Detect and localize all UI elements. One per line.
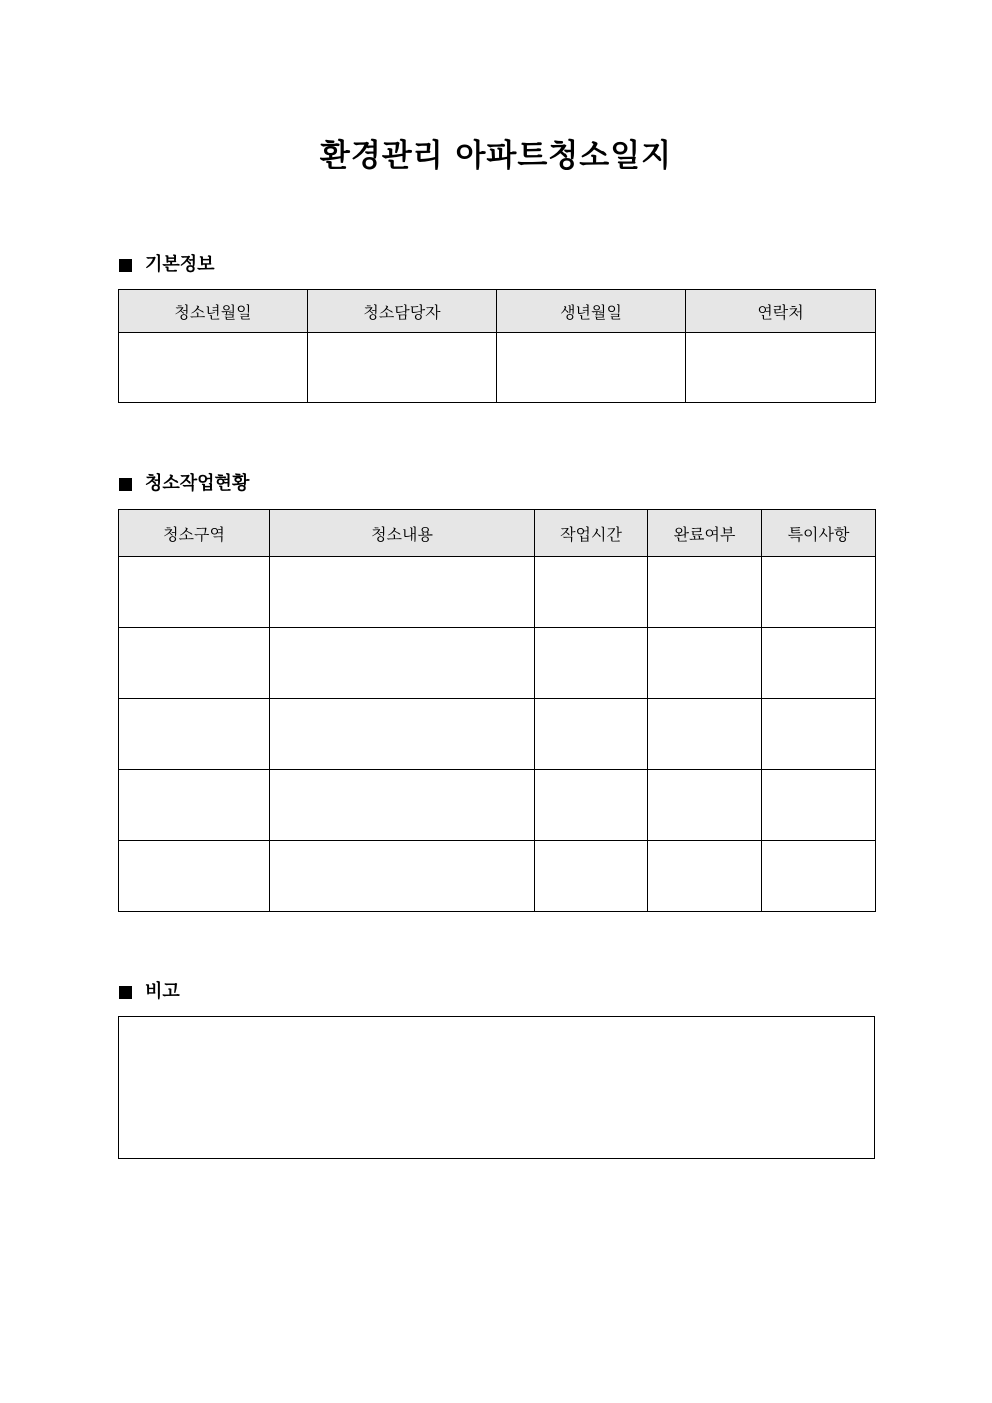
table-row <box>119 333 876 403</box>
column-header-cleaning-staff: 청소담당자 <box>308 290 497 333</box>
remarks-box[interactable] <box>118 1016 875 1159</box>
contact-cell[interactable] <box>686 333 876 403</box>
table-cell[interactable] <box>270 841 535 912</box>
table-header-row <box>119 290 876 333</box>
table-row <box>119 841 876 912</box>
table-cell[interactable] <box>270 770 535 841</box>
table-cell[interactable] <box>535 557 648 628</box>
column-header-cleaning-date: 청소년월일 <box>119 290 308 333</box>
table-cell[interactable] <box>762 699 876 770</box>
cleaning-staff-cell[interactable] <box>308 333 497 403</box>
table-cell[interactable] <box>762 628 876 699</box>
work-status-table <box>118 509 876 912</box>
column-header-area: 청소구역 <box>119 510 270 557</box>
table-cell[interactable] <box>270 557 535 628</box>
column-header-birth-date: 생년월일 <box>497 290 686 333</box>
table-cell[interactable] <box>270 699 535 770</box>
table-cell[interactable] <box>648 699 762 770</box>
table-cell[interactable] <box>648 770 762 841</box>
basic-info-table <box>118 289 876 403</box>
page-title: 환경관리 아파트청소일지 <box>319 138 673 174</box>
section-heading-work-status <box>119 472 249 496</box>
table-cell[interactable] <box>535 841 648 912</box>
table-cell[interactable] <box>535 770 648 841</box>
black-square-icon <box>119 986 132 999</box>
section-heading-label: 비고 <box>145 981 180 1002</box>
section-heading-label: 청소작업현황 <box>145 473 250 494</box>
table-cell[interactable] <box>535 699 648 770</box>
table-cell[interactable] <box>535 628 648 699</box>
table-cell[interactable] <box>270 628 535 699</box>
table-cell[interactable] <box>762 841 876 912</box>
black-square-icon <box>119 478 132 491</box>
column-header-work-time: 작업시간 <box>535 510 648 557</box>
table-header-row <box>119 510 876 557</box>
table-cell[interactable] <box>119 770 270 841</box>
table-cell[interactable] <box>648 841 762 912</box>
table-cell[interactable] <box>119 557 270 628</box>
table-cell[interactable] <box>119 841 270 912</box>
black-square-icon <box>119 259 132 272</box>
table-row <box>119 770 876 841</box>
birth-date-cell[interactable] <box>497 333 686 403</box>
table-cell[interactable] <box>762 770 876 841</box>
table-row <box>119 628 876 699</box>
table-cell[interactable] <box>119 699 270 770</box>
table-cell[interactable] <box>119 628 270 699</box>
table-cell[interactable] <box>648 557 762 628</box>
cleaning-date-cell[interactable] <box>119 333 308 403</box>
section-heading-remarks <box>119 980 180 1004</box>
column-header-contact: 연락처 <box>686 290 876 333</box>
column-header-completion: 완료여부 <box>648 510 762 557</box>
table-cell[interactable] <box>648 628 762 699</box>
table-cell[interactable] <box>762 557 876 628</box>
column-header-notes: 특이사항 <box>762 510 876 557</box>
table-row <box>119 557 876 628</box>
section-heading-basic-info <box>119 253 215 277</box>
section-heading-label: 기본정보 <box>145 254 215 275</box>
table-row <box>119 699 876 770</box>
column-header-content: 청소내용 <box>270 510 535 557</box>
